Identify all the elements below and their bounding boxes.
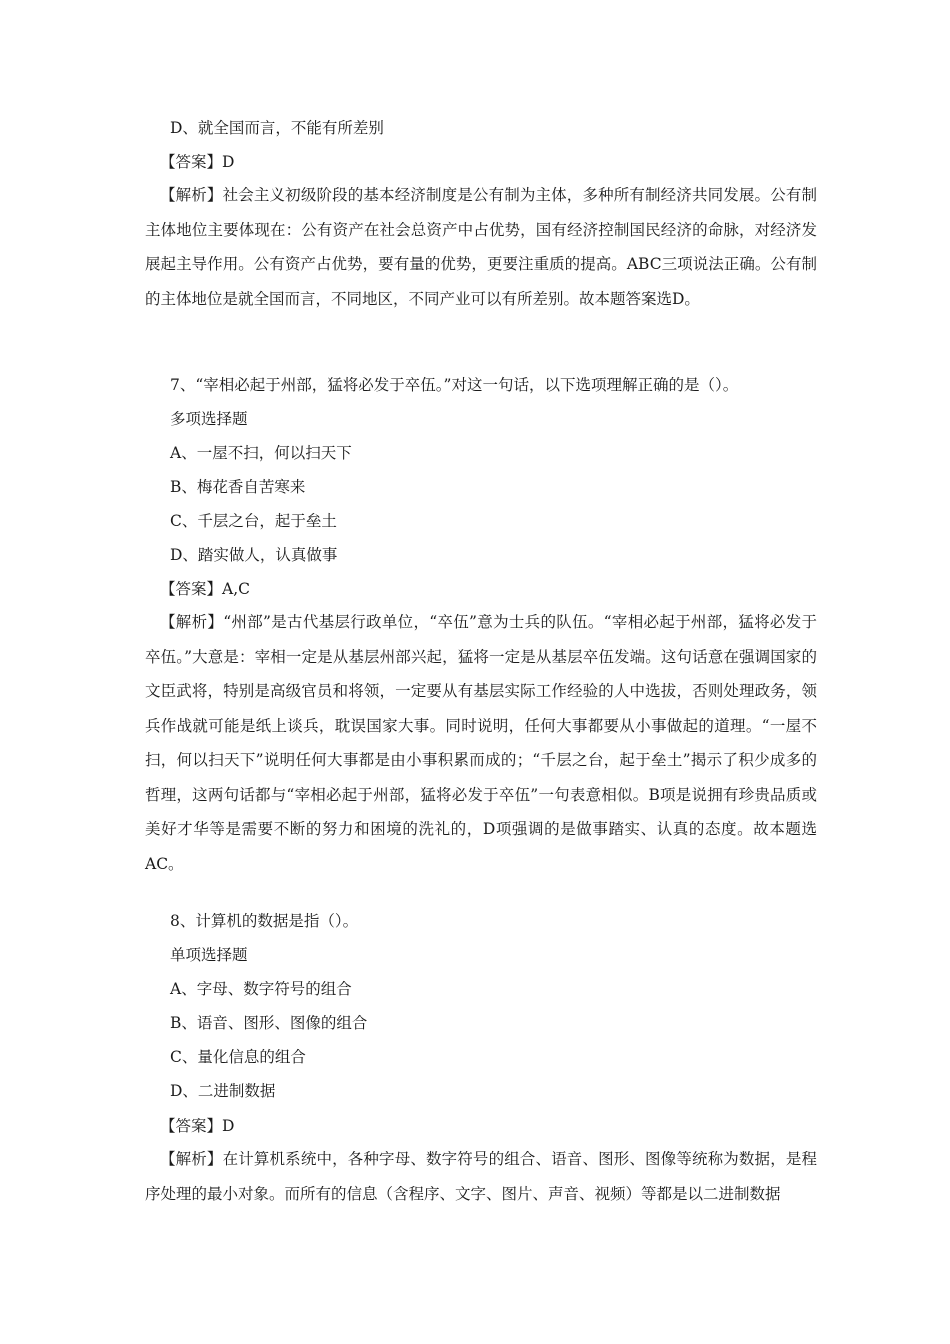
q8-option-a: A、字母、数字符号的组合: [170, 980, 352, 998]
q7-option-c: C、千层之台，起于垒土: [170, 512, 337, 530]
q8-analysis: [145, 1142, 817, 1211]
q7-analysis-text: “州部”是古代基层行政单位，“卒伍”意为士兵的队伍。“宰相必起于州部，猛将必发于卒伍。”大意是：宰相一定是从基层州部兴起，猛将一定是从基层卒伍发端。这句话意在强调国家的文臣武将，特别是高级官员和将领，一定要从有基层实际工作经验的人中选拔，否则处理政务，领兵作战就可能是纸上谈兵，耽误国家大事。同时说明，任何大事都要从小事做起的道理。“一屋不扫，何以扫天下”说明任何大事都是由小事积累而成的；“千层之台，起于垒土”揭示了积少成多的哲理，这两句话都与“宰相必起于州部，猛将必发于卒伍”一句表意相似。B项是说拥有珍贵品质或美好才华等是需要不断的努力和困境的洗礼的，D项强调的是做事踏实、认真的态度。故本题选AC。: [145, 613, 817, 873]
q6-analysis-text: 社会主义初级阶段的基本经济制度是公有制为主体，多种所有制经济共同发展。公有制主体地位主要体现在：公有资产在社会总资产中占优势，国有经济控制国民经济的命脉，对经济发展起主导作用。公有资产占优势，要有量的优势，更要注重质的提高。ABC三项说法正确。公有制的主体地位是就全国而言，不同地区，不同产业可以有所差别。故本题答案选D。: [145, 186, 817, 308]
q6-answer-value: D: [222, 153, 235, 171]
q8-answer-label: 【答案】: [160, 1117, 223, 1135]
q7-analysis-label: 【解析】: [160, 613, 224, 631]
q6-option-d: D、就全国而言，不能有所差别: [170, 119, 384, 137]
q6-analysis: [145, 178, 817, 316]
q7-answer-value: A,C: [222, 580, 250, 598]
q8-analysis-text: 在计算机系统中，各种字母、数字符号的组合、语音、图形、图像等统称为数据，是程序处理的最小对象。而所有的信息（含程序、文字、图片、声音、视频）等都是以二进制数据: [145, 1150, 817, 1203]
q7-type: 多项选择题: [170, 410, 248, 428]
q7-question: 7、“宰相必起于州部，猛将必发于卒伍。”对这一句话，以下选项理解正确的是（）。: [170, 376, 739, 394]
q8-question: 8、计算机的数据是指（）。: [170, 912, 359, 930]
q8-answer: [160, 1115, 234, 1137]
q8-option-b: B、语音、图形、图像的组合: [170, 1014, 368, 1032]
q7-answer: [160, 578, 250, 600]
q6-answer-label: 【答案】: [160, 153, 223, 171]
q8-analysis-label: 【解析】: [160, 1150, 223, 1168]
q8-option-c: C、量化信息的组合: [170, 1048, 306, 1066]
q7-answer-label: 【答案】: [160, 580, 223, 598]
q8-type: 单项选择题: [170, 946, 248, 964]
q7-option-b: B、梅花香自苦寒来: [170, 478, 306, 496]
q7-option-a: A、一屋不扫，何以扫天下: [170, 444, 352, 462]
q6-analysis-label: 【解析】: [160, 186, 223, 204]
q8-answer-value: D: [222, 1117, 235, 1135]
q7-analysis: [145, 605, 817, 881]
q8-option-d: D、二进制数据: [170, 1082, 276, 1100]
q6-answer: [160, 151, 234, 173]
q7-option-d: D、踏实做人，认真做事: [170, 546, 338, 564]
